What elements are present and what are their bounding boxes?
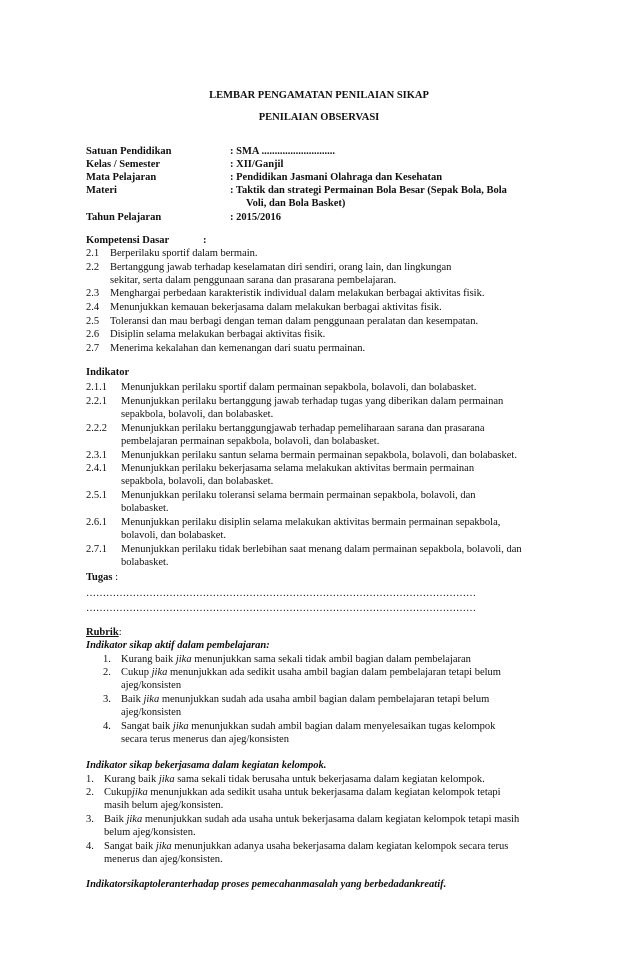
rubrik-emphasis: jika	[172, 721, 189, 732]
rubrik-subheading: Indikator sikap bekerjasama dalam kegiatan kelompok.	[86, 760, 327, 771]
indikator-number: 2.6.1	[86, 517, 107, 528]
rubrik-text: menunjukkan sudah ada usaha untuk bekerjasama dalam kegiatan kelompok tetapi masih	[142, 814, 520, 825]
indikator-number: 2.2.2	[86, 423, 107, 434]
indikator-text: Menunjukkan perilaku sportif dalam permainan sepakbola, bolavoli, dan bolabasket.	[121, 382, 477, 393]
rubrik-text: secara terus menerus dan ajeg/konsisten	[121, 734, 289, 745]
indikator-text: bolabasket.	[121, 503, 169, 514]
rubrik-emphasis: jika	[175, 654, 192, 665]
kd-number: 2.3	[86, 288, 100, 299]
rubrik-text: menunjukkan ada sedikit usaha untuk bekerjasama dalam kegiatan kelompok tetapi	[147, 787, 501, 798]
info-value-continued: Voli, dan Bola Basket)	[246, 198, 346, 209]
rubrik-colon: :	[118, 627, 122, 638]
rubrik-emphasis: jika	[151, 667, 168, 678]
kd-colon: :	[203, 235, 207, 246]
info-label: Mata Pelajaran	[86, 172, 157, 183]
indikator-text: Menunjukkan perilaku santun selama bermain permainan sepakbola, bolavoli, dan bolabasket.	[121, 450, 517, 461]
kd-text: Disiplin selama melakukan berbagai aktivitas fisik.	[110, 329, 326, 340]
rubrik-emphasis: jika	[155, 841, 172, 852]
kd-text: Menunjukkan kemauan bekerjasama dalam melakukan berbagai aktivitas fisik.	[110, 302, 442, 313]
kd-number: 2.6	[86, 329, 100, 340]
indikator-text: Menunjukkan perilaku disiplin selama melakukan aktivitas bermain permainan sepakbola,	[121, 517, 501, 528]
info-value: : 2015/2016	[230, 212, 282, 223]
info-value: : Taktik dan strategi Permainan Bola Besar (Sepak Bola, Bola	[230, 185, 507, 196]
rubrik-emphasis: jika	[126, 814, 143, 825]
rubrik-text: Baik	[104, 814, 127, 825]
rubrik-text: menunjukkan sudah ambil bagian dalam menyelesaikan tugas kelompok	[188, 721, 496, 732]
rubrik-text: Sangat baik	[121, 721, 173, 732]
kd-text: sekitar, serta dalam penggunaan sarana dan prasarana pembelajaran.	[110, 275, 397, 286]
indikator-text: Menunjukkan perilaku bertanggungjawab terhadap pemeliharaan sarana dan prasarana	[121, 423, 485, 434]
info-label: Kelas / Semester	[86, 159, 161, 170]
info-value: : XII/Ganjil	[230, 159, 284, 170]
rubrik-text: menunjukkan sama sekali tidak ambil bagian dalam pembelajaran	[191, 654, 471, 665]
rubrik-subheading: Indikatorsikaptoleranterhadap proses pemecahanmasalah yang berbedadankreatif.	[86, 879, 447, 890]
kd-number: 2.7	[86, 343, 100, 354]
info-value: : SMA ............................	[230, 146, 335, 157]
rubrik-text: menunjukkan sudah ada usaha ambil bagian dalam pembelajaran tetapi belum	[159, 694, 490, 705]
tugas-heading: Tugas	[86, 572, 113, 583]
kd-text: Toleransi dan mau berbagi dengan teman dalam penggunaan peralatan dan kesempatan.	[110, 316, 479, 327]
rubrik-text: Baik	[121, 694, 144, 705]
rubrik-heading: Rubrik	[86, 627, 119, 638]
rubrik-text: menunjukkan adanya usaha bekerjasama dalam kegiatan kelompok secara terus	[171, 841, 509, 852]
rubrik-emphasis: jika	[143, 694, 160, 705]
rubrik-emphasis: jika	[132, 787, 148, 798]
rubrik-emphasis: jika	[158, 774, 175, 785]
rubrik-text: Sangat baik	[104, 841, 156, 852]
indikator-text: Menunjukkan perilaku tidak berlebihan saat menang dalam permainan sepakbola, bolavoli, dan	[121, 544, 522, 555]
indikator-text: pembelajaran permainan sepakbola, bolavoli, dan bolabasket.	[121, 436, 380, 447]
indikator-text: sepakbola, bolavoli, dan bolabasket.	[121, 476, 274, 487]
info-label: Satuan Pendidikan	[86, 146, 172, 157]
kd-number: 2.2	[86, 262, 100, 273]
kd-text: Menghargai perbedaan karakteristik individual dalam melakukan berbagai aktivitas fisik.	[110, 288, 485, 299]
kd-text: Menerima kekalahan dan kemenangan dari suatu permainan.	[110, 343, 366, 354]
indikator-text: Menunjukkan perilaku bekerjasama selama melakukan aktivitas bermain permainan	[121, 463, 475, 474]
info-label: Tahun Pelajaran	[86, 212, 162, 223]
rubrik-text: ajeg/konsisten	[121, 707, 182, 718]
rubrik-subheading: Indikator sikap aktif dalam pembelajaran:	[86, 640, 270, 651]
kd-number: 2.4	[86, 302, 100, 313]
rubrik-number: 3.	[103, 694, 111, 705]
rubrik-text: sama sekali tidak berusaha untuk bekerjasama dalam kegiatan kelompok.	[174, 774, 485, 785]
indikator-number: 2.3.1	[86, 450, 107, 461]
indikator-number: 2.4.1	[86, 463, 107, 474]
rubrik-number: 2.	[103, 667, 111, 678]
document-title: LEMBAR PENGAMATAN PENILAIAN SIKAP	[209, 90, 429, 101]
kd-text: Bertanggung jawab terhadap keselamatan diri sendiri, orang lain, dan lingkungan	[110, 262, 452, 273]
rubrik-text: Cukup	[104, 787, 133, 798]
indikator-text: Menunjukkan perilaku toleransi selama bermain permainan sepakbola, bolavoli, dan	[121, 490, 476, 501]
indikator-text: Menunjukkan perilaku bertanggung jawab terhadap tugas yang diberikan dalam permainan	[121, 396, 504, 407]
rubrik-text: Kurang baik	[104, 774, 159, 785]
tugas-answer-line: ………………………………………………………………………………………………………	[86, 588, 476, 599]
indikator-number: 2.7.1	[86, 544, 107, 555]
info-label: Materi	[86, 185, 117, 196]
indikator-text: bolabasket.	[121, 557, 169, 568]
rubrik-text: Kurang baik	[121, 654, 176, 665]
rubrik-text: menerus dan ajeg/konsisten.	[104, 854, 223, 865]
rubrik-text: Cukup	[121, 667, 152, 678]
rubrik-text: belum ajeg/konsisten.	[104, 827, 196, 838]
rubrik-text: masih belum ajeg/konsisten.	[104, 800, 224, 811]
rubrik-text: menunjukkan ada sedikit usaha ambil bagian dalam pembelajaran tetapi belum	[167, 667, 501, 678]
rubrik-number: 4.	[86, 841, 94, 852]
tugas-answer-line: ………………………………………………………………………………………………………	[86, 603, 476, 614]
kd-heading: Kompetensi Dasar	[86, 235, 170, 246]
rubrik-text: ajeg/konsisten	[121, 680, 182, 691]
info-value: : Pendidikan Jasmani Olahraga dan Kesehatan	[230, 172, 443, 183]
kd-text: Berperilaku sportif dalam bermain.	[110, 248, 258, 259]
indikator-heading: Indikator	[86, 367, 130, 378]
indikator-number: 2.5.1	[86, 490, 107, 501]
kd-number: 2.5	[86, 316, 100, 327]
rubrik-number: 1.	[86, 774, 94, 785]
rubrik-number: 1.	[103, 654, 111, 665]
indikator-number: 2.1.1	[86, 382, 107, 393]
indikator-text: sepakbola, bolavoli, dan bolabasket.	[121, 409, 274, 420]
rubrik-number: 3.	[86, 814, 94, 825]
rubrik-number: 2.	[86, 787, 94, 798]
rubrik-number: 4.	[103, 721, 111, 732]
document-subtitle: PENILAIAN OBSERVASI	[258, 112, 380, 123]
kd-number: 2.1	[86, 248, 100, 259]
indikator-text: bolavoli, dan bolabasket.	[121, 530, 226, 541]
indikator-number: 2.2.1	[86, 396, 107, 407]
tugas-colon: :	[112, 572, 119, 583]
